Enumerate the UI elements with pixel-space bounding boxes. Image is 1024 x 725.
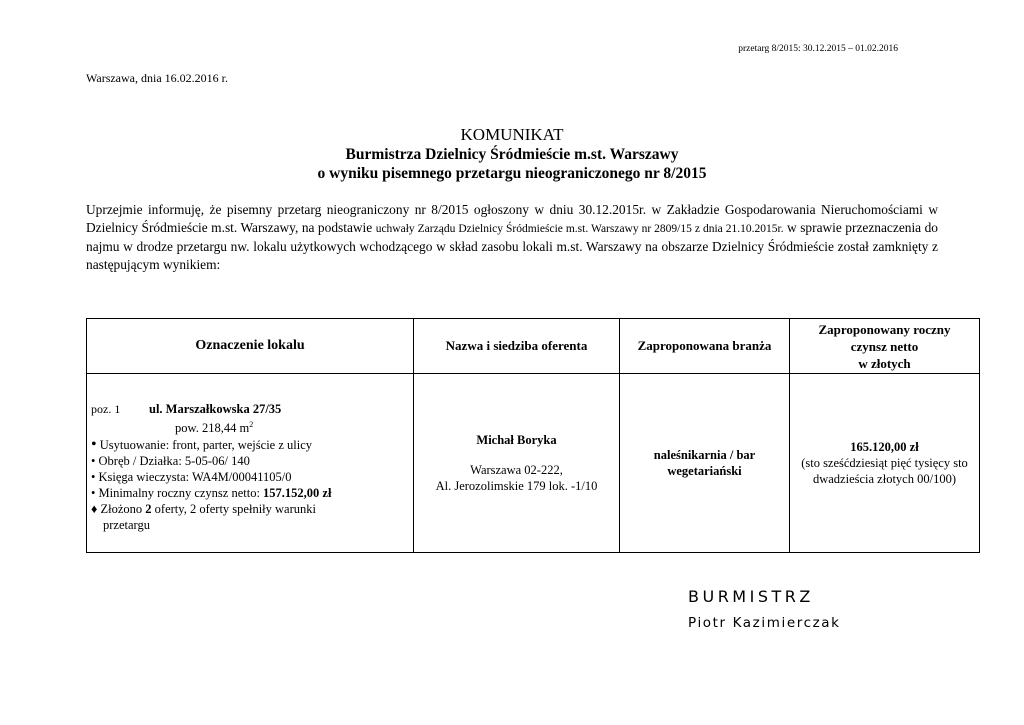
announcement-subject: o wyniku pisemnego przetargu nieograniczonego nr 8/2015 [317,165,707,182]
offers-count: 2 [145,501,152,516]
street-address: ul. Marszałkowska 27/35 [149,402,282,417]
branch-line1: naleśnikarnia / bar [653,448,756,462]
rent-amount: 165.120,00 zł [850,440,919,454]
intro-text-2: w sprawie przeznaczenia do najmu w drodze przetargu nw. lokalu użytkowych wchodzącego w skład zasobu lokali m.st. Warszawy na obszarze Dzielnicy Śródmieście został zamknięty z następującym wynikiem: [86,220,938,272]
signature-block [688,587,841,631]
rent-words-line1: (sto sześćdziesiąt pięć tysięcy sto [801,456,968,470]
results-table [86,318,980,553]
header-rent-line1: Zaproponowany roczny [818,321,951,337]
offers-line [91,501,409,517]
offers-prefix: ♦ Złożono [91,501,146,516]
bidder-name: Michał Boryka [476,433,557,447]
position-line [91,401,409,417]
table-row [87,374,980,553]
bidder-city: Warszawa 02-222, [470,463,563,477]
table-header-row [87,319,980,374]
announcement-issuer: Burmistrza Dzielnicy Śródmieście m.st. Warszawy [345,146,679,163]
min-rent-line [91,485,409,501]
bidder-address: Al. Jerozolimskie 179 lok. -1/10 [435,479,598,493]
location-text: Usytuowanie: front, parter, wejście z ulicy [96,437,313,452]
premises-area [91,417,409,436]
premises-cell [87,374,414,553]
bullet-icon: • [91,435,97,453]
min-rent-label: • Minimalny roczny czynsz netto: [91,485,264,500]
location-line [91,437,409,453]
header-branch: Zaproponowana branża [620,319,790,374]
signatory-name: Piotr Kazimierczak [688,615,841,631]
header-rent [790,319,980,374]
document-reference: przetarg 8/2015: 30.12.2015 – 01.02.2016 [738,44,898,54]
rent-words-line2: dwadzieścia złotych 00/100) [812,472,956,486]
header-premises: Oznaczenie lokalu [87,319,414,374]
intro-text-resolution: uchwały Zarządu Dzielnicy Śródmieście m.st. Warszawy nr 2809/15 z dnia 21.10.2015r. [375,223,784,235]
announcement-title: KOMUNIKAT [460,125,564,144]
header-bidder: Nazwa i siedziba oferenta [414,319,620,374]
place-and-date: Warszawa, dnia 16.02.2016 r. [86,71,228,85]
precinct-line: • Obręb / Działka: 5-05-06/ 140 [91,453,250,468]
offers-suffix: oferty, 2 oferty spełniły warunki [151,501,316,516]
header-rent-line2: czynsz netto [850,338,919,354]
area-unit-sup: 2 [249,420,254,430]
bidder-cell [414,374,620,553]
intro-paragraph [86,201,938,274]
min-rent-value: 157.152,00 zł [263,485,332,500]
signatory-role: BURMISTRZ [688,587,814,606]
land-register-line: • Księga wieczysta: WA4M/00041105/0 [91,469,292,484]
rent-cell [790,374,980,553]
intro-text-1: Uprzejmie informuję, że pisemny przetarg nieograniczony nr 8/2015 ogłoszony w dniu 30.12.2015r. w Zakładzie Gospodarowania Nieruchomościami w Dzielnicy Śródmieście m.st. Warszawy, na podstawie [86,202,938,235]
header-rent-line3: w złotych [858,355,911,371]
branch-cell [620,374,790,553]
position-label: poz. 1 [91,402,121,417]
offers-tail: przetargu [103,517,150,532]
title-block [0,124,1024,183]
branch-line2: wegetariański [667,464,742,478]
area-value: pow. 218,44 m [175,421,250,436]
